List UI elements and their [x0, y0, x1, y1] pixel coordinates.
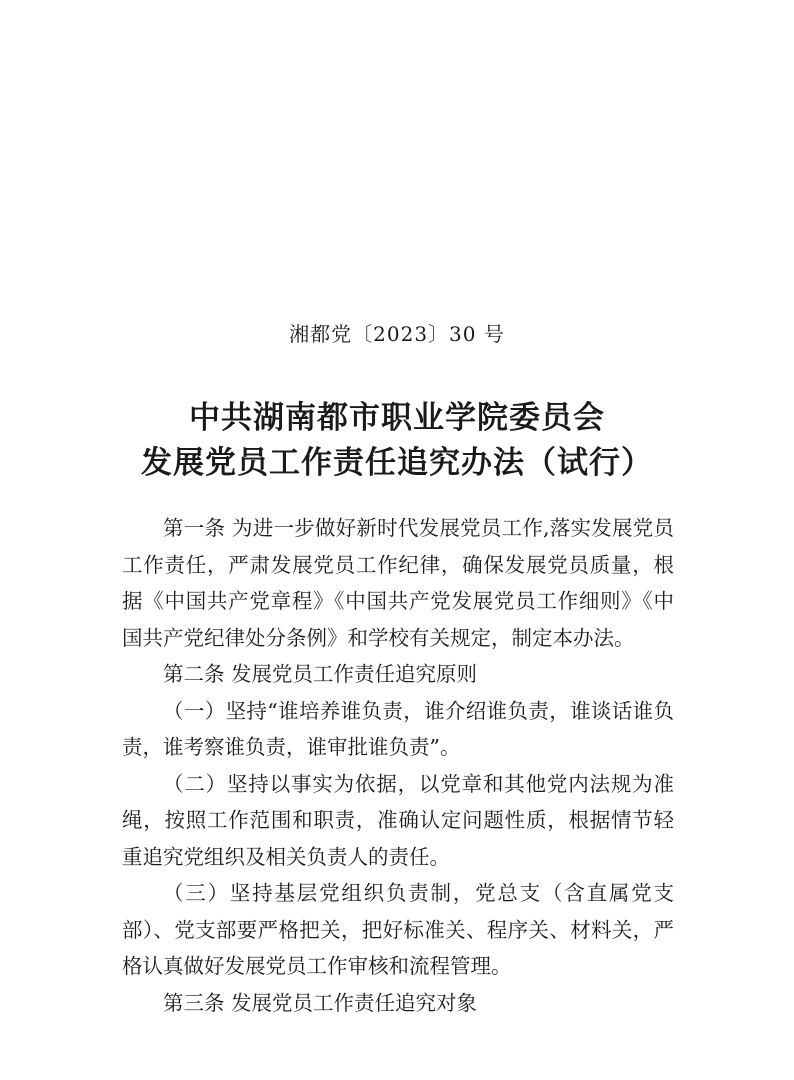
document-body [122, 510, 674, 1021]
paragraph-article-3: 第三条 发展党员工作责任追究对象 [163, 990, 478, 1015]
paragraph-principle-1: （一）坚持“谁培养谁负责，谁介绍谁负责，谁谈话谁负责，谁考察谁负责，谁审批谁负责”。 [122, 698, 674, 759]
paragraph-principle-3: （三）坚持基层党组织负责制，党总支（含直属党支部）、党支部要严格把关，把好标准关、程序关、材料关，严格认真做好发展党员工作审核和流程管理。 [122, 881, 674, 978]
paragraph-principle-2: （二）坚持以事实为依据，以党章和其他党内法规为准绳，按照工作范围和职责，准确认定问题性质，根据情节轻重追究党组织及相关负责人的责任。 [122, 771, 674, 869]
document-title-line-1: 中共湖南都市职业学院委员会 [189, 400, 605, 436]
paragraph-article-1: 第一条 为进一步做好新时代发展党员工作,落实发展党员工作责任，严肃发展党员工作纪律，确保发展党员质量，根据《中国共产党章程》《中国共产党发展党员工作细则》《中国共产党纪律处分条例》和学校有关规定，制定本办法。 [122, 516, 674, 650]
document-title-line-2: 发展党员工作责任追究办法（试行） [141, 445, 653, 481]
paragraph-article-2: 第二条 发展党员工作责任追究原则 [163, 662, 478, 686]
document-number: 湘都党〔2023〕30 号 [289, 322, 505, 346]
